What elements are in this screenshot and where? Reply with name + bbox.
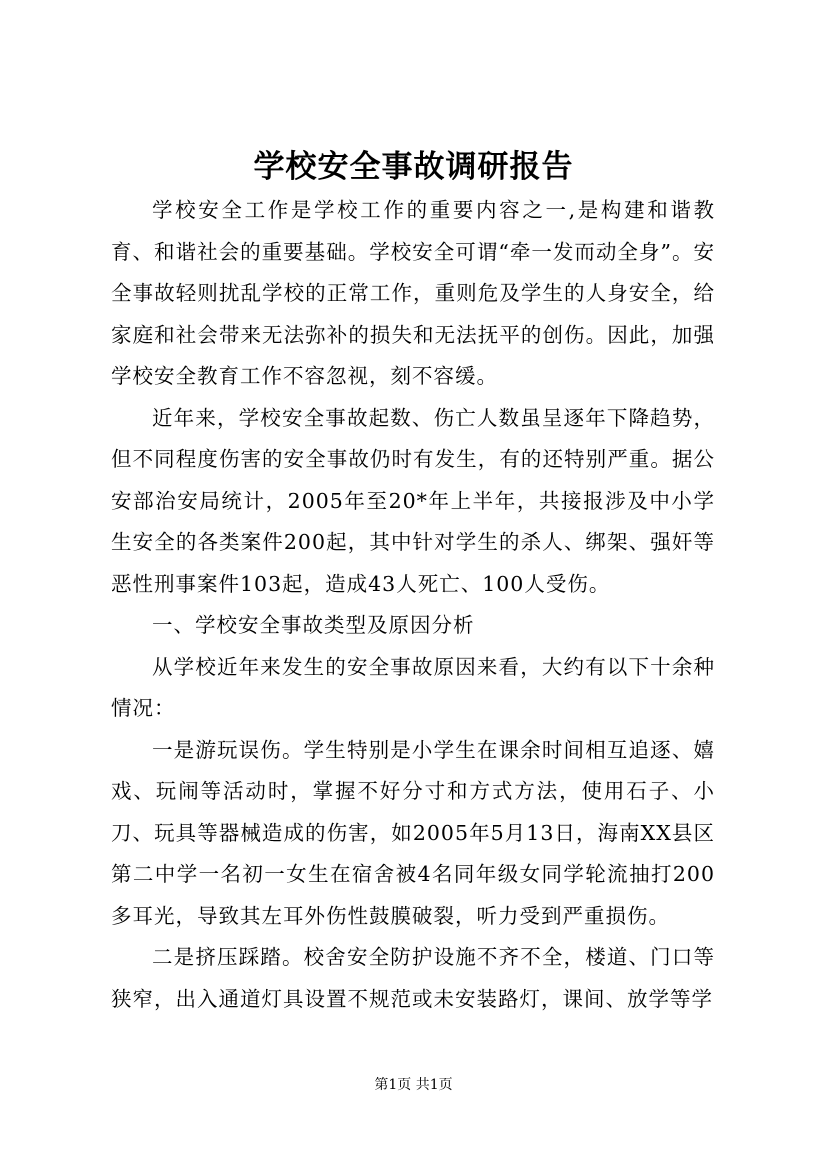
paragraph-play-injury: 一是游玩误伤。学生特别是小学生在课余时间相互追逐、嬉戏、玩闹等活动时，掌握不好分寸和方式方法，使用石子、小刀、玩具等器械造成的伤害，如2005年5月13日，海南XX县区第二中学一名初一女生在宿舍被4名同年级女同学轮流抽打200多耳光，导致其左耳外伤性鼓膜破裂，听力受到严重损伤。 — [111, 737, 715, 928]
paragraph-statistics: 近年来，学校安全事故起数、伤亡人数虽呈逐年下降趋势，但不同程度伤害的安全事故仍时有发生，有的还特别严重。据公安部治安局统计，2005年至20*年上半年，共接报涉及中小学生安全的各类案件200起，其中针对学生的杀人、绑架、强奸等恶性刑事案件103起，造成43人死亡、100人受伤。 — [111, 405, 715, 596]
document-body — [111, 190, 715, 1020]
paragraph-overview: 从学校近年来发生的安全事故原因来看，大约有以下十余种情况： — [111, 654, 715, 720]
paragraph-intro: 学校安全工作是学校工作的重要内容之一,是构建和谐教育、和谐社会的重要基础。学校安全可谓“牵一发而动全身”。安全事故轻则扰乱学校的正常工作，重则危及学生的人身安全，给家庭和社会带来无法弥补的损失和无法抚平的创伤。因此，加强学校安全教育工作不容忽视，刻不容缓。 — [111, 198, 715, 388]
section-heading: 一、学校安全事故类型及原因分析 — [152, 613, 475, 637]
document-title: 学校安全事故调研报告 — [253, 149, 574, 185]
page-number-footer: 第1页 共1页 — [374, 1077, 453, 1093]
paragraph-crowd-crush: 二是挤压踩踏。校舍安全防护设施不齐不全，楼道、门口等狭窄，出入通道灯具设置不规范或未安装路灯，课间、放学等学 — [111, 945, 715, 1011]
